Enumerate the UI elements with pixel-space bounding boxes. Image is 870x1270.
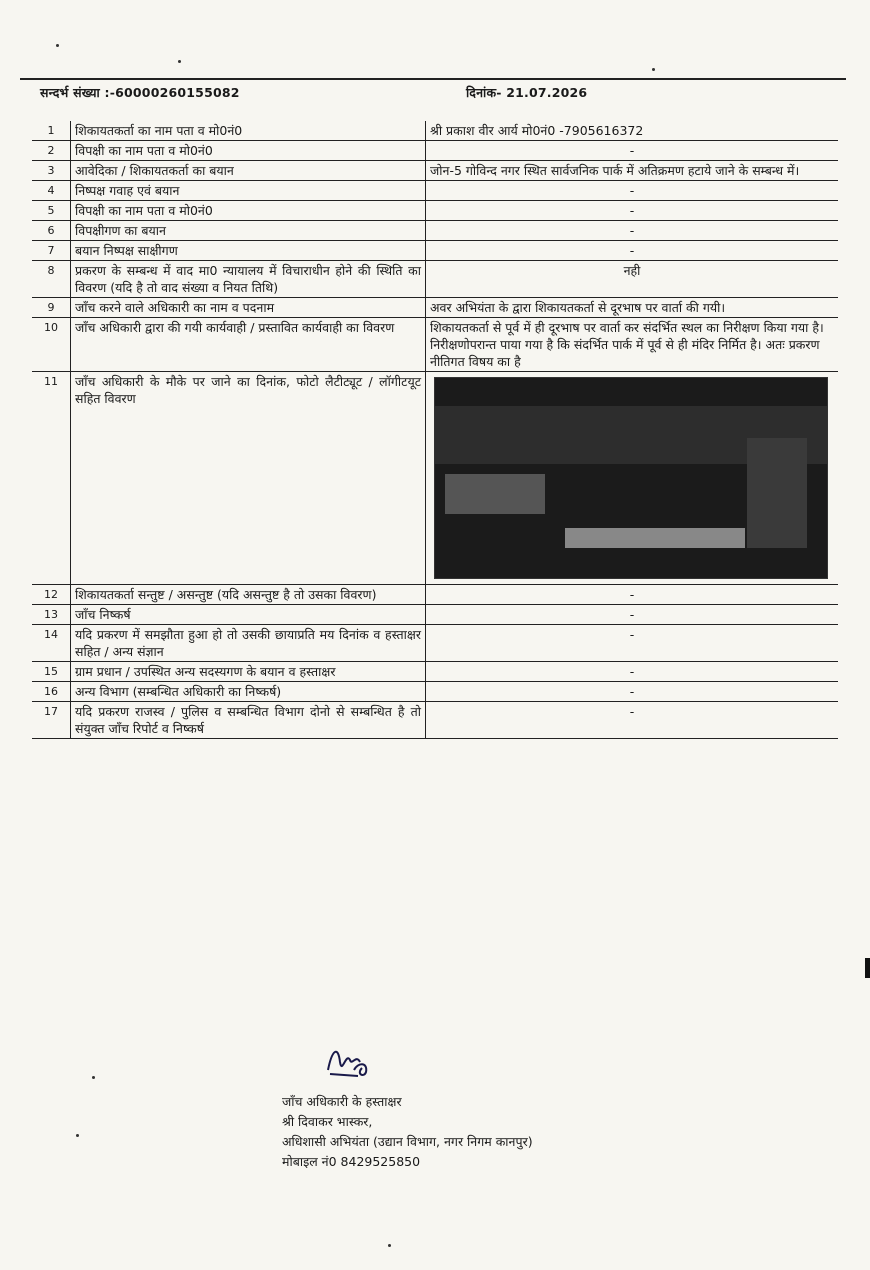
table-row [32, 121, 838, 141]
row-label: यदि प्रकरण राजस्व / पुलिस व सम्बन्धित विभाग दोनो से सम्बन्धित है तो संयुक्त जाँच रिपोर्ट व निष्कर्ष [71, 702, 426, 739]
row-label: ग्राम प्रधान / उपस्थित अन्य सदस्यगण के बयान व हस्ताक्षर [71, 662, 426, 682]
officer-signature [318, 1040, 388, 1080]
row-number: 13 [32, 605, 71, 625]
table-row [32, 625, 838, 662]
row-label: जाँच करने वाले अधिकारी का नाम व पदनाम [71, 298, 426, 318]
row-label: विपक्षी का नाम पता व मो0नं0 [71, 141, 426, 161]
table-row [32, 201, 838, 221]
table-row [32, 662, 838, 682]
table-row [32, 318, 838, 372]
row-number: 5 [32, 201, 71, 221]
row-value: - [426, 221, 839, 241]
signature-title: जाँच अधिकारी के हस्ताक्षर [282, 1094, 402, 1109]
row-label: विपक्षीगण का बयान [71, 221, 426, 241]
row-number: 16 [32, 682, 71, 702]
table-row [32, 241, 838, 261]
row-value: जोन-5 गोविन्द नगर स्थित सार्वजनिक पार्क में अतिक्रमण हटाये जाने के सम्बन्ध में। [426, 161, 839, 181]
row-value: श्री प्रकाश वीर आर्य मो0नं0 -7905616372 [426, 121, 839, 141]
officer-name: श्री दिवाकर भास्कर, [282, 1114, 373, 1129]
row-label: जाँच निष्कर्ष [71, 605, 426, 625]
row-value: - [426, 625, 839, 662]
scan-speck [76, 1134, 79, 1137]
row-label: विपक्षी का नाम पता व मो0नं0 [71, 201, 426, 221]
officer-designation: अधिशासी अभियंता (उद्यान विभाग, नगर निगम कानपुर) [282, 1134, 533, 1149]
scan-speck [92, 1076, 95, 1079]
row-number: 15 [32, 662, 71, 682]
table-row [32, 585, 838, 605]
table-row [32, 298, 838, 318]
row-value: - [426, 201, 839, 221]
scan-edge-mark [865, 958, 870, 978]
row-value: - [426, 605, 839, 625]
header-rule [20, 78, 846, 80]
inquiry-report-table [32, 121, 838, 739]
row-number: 8 [32, 261, 71, 298]
table-row [32, 141, 838, 161]
row-number: 14 [32, 625, 71, 662]
officer-mobile: मोबाइल नं0 8429525850 [282, 1154, 421, 1169]
table-row [32, 605, 838, 625]
row-value: नही [426, 261, 839, 298]
row-value: - [426, 662, 839, 682]
row-value: - [426, 702, 839, 739]
row-value: - [426, 682, 839, 702]
row-number: 17 [32, 702, 71, 739]
table-row [32, 161, 838, 181]
row-number: 9 [32, 298, 71, 318]
date [466, 84, 587, 101]
row-value: - [426, 181, 839, 201]
row-number: 10 [32, 318, 71, 372]
row-number: 1 [32, 121, 71, 141]
row-label: आवेदिका / शिकायतकर्ता का बयान [71, 161, 426, 181]
row-label: जाँच अधिकारी द्वारा की गयी कार्यवाही / प्रस्तावित कार्यवाही का विवरण [71, 318, 426, 372]
row-label: अन्य विभाग (सम्बन्धित अधिकारी का निष्कर्ष) [71, 682, 426, 702]
scan-speck [388, 1244, 391, 1247]
row-number: 12 [32, 585, 71, 605]
row-label: शिकायतकर्ता का नाम पता व मो0नं0 [71, 121, 426, 141]
reference-label: सन्दर्भ संख्या [40, 85, 100, 100]
row-label: जाँच अधिकारी के मौके पर जाने का दिनांक, फोटो लैटीट्यूट / लॉगीटयूट सहित विवरण [71, 372, 426, 585]
row-number: 6 [32, 221, 71, 241]
row-number: 11 [32, 372, 71, 585]
table-row [32, 261, 838, 298]
row-label: शिकायतकर्ता सन्तुष्ट / असन्तुष्ट (यदि असन्तुष्ट है तो उसका विवरण) [71, 585, 426, 605]
row-label: यदि प्रकरण में समझौता हुआ हो तो उसकी छायाप्रति मय दिनांक व हस्ताक्षर सहित / अन्य संज्ञान [71, 625, 426, 662]
table-row [32, 221, 838, 241]
row-value [426, 372, 839, 585]
row-value: शिकायतकर्ता से पूर्व में ही दूरभाष पर वार्ता कर संदर्भित स्थल का निरीक्षण किया गया है। निरीक्षणोपरान्त पाया गया है कि संदर्भित पार्क में पूर्व से ही मंदिर निर्मित है। अतः प्रकरण नीतिगत विषय का है [426, 318, 839, 372]
reference-number: सन्दर्भ संख्या :-60000260155082 [40, 85, 240, 100]
scan-speck [56, 44, 59, 47]
row-value: - [426, 585, 839, 605]
date-label: दिनांक- [466, 85, 502, 100]
table-row [32, 682, 838, 702]
reference-value: -60000260155082 [109, 85, 240, 100]
scan-speck [652, 68, 655, 71]
row-number: 3 [32, 161, 71, 181]
row-number: 2 [32, 141, 71, 161]
table-row [32, 181, 838, 201]
site-photo [434, 377, 828, 579]
date-value: 21.07.2026 [506, 85, 588, 100]
row-number: 4 [32, 181, 71, 201]
row-value: - [426, 241, 839, 261]
row-number: 7 [32, 241, 71, 261]
signature-block [282, 1092, 533, 1172]
scan-speck [178, 60, 181, 63]
row-label: प्रकरण के सम्बन्ध में वाद मा0 न्यायालय में विचाराधीन होने की स्थिति का विवरण (यदि है तो वाद संख्या व नियत तिथि) [71, 261, 426, 298]
row-value: अवर अभियंता के द्वारा शिकायतकर्ता से दूरभाष पर वार्ता की गयी। [426, 298, 839, 318]
row-value: - [426, 141, 839, 161]
row-label: बयान निष्पक्ष साक्षीगण [71, 241, 426, 261]
row-label: निष्पक्ष गवाह एवं बयान [71, 181, 426, 201]
table-row [32, 372, 838, 585]
table-row [32, 702, 838, 739]
